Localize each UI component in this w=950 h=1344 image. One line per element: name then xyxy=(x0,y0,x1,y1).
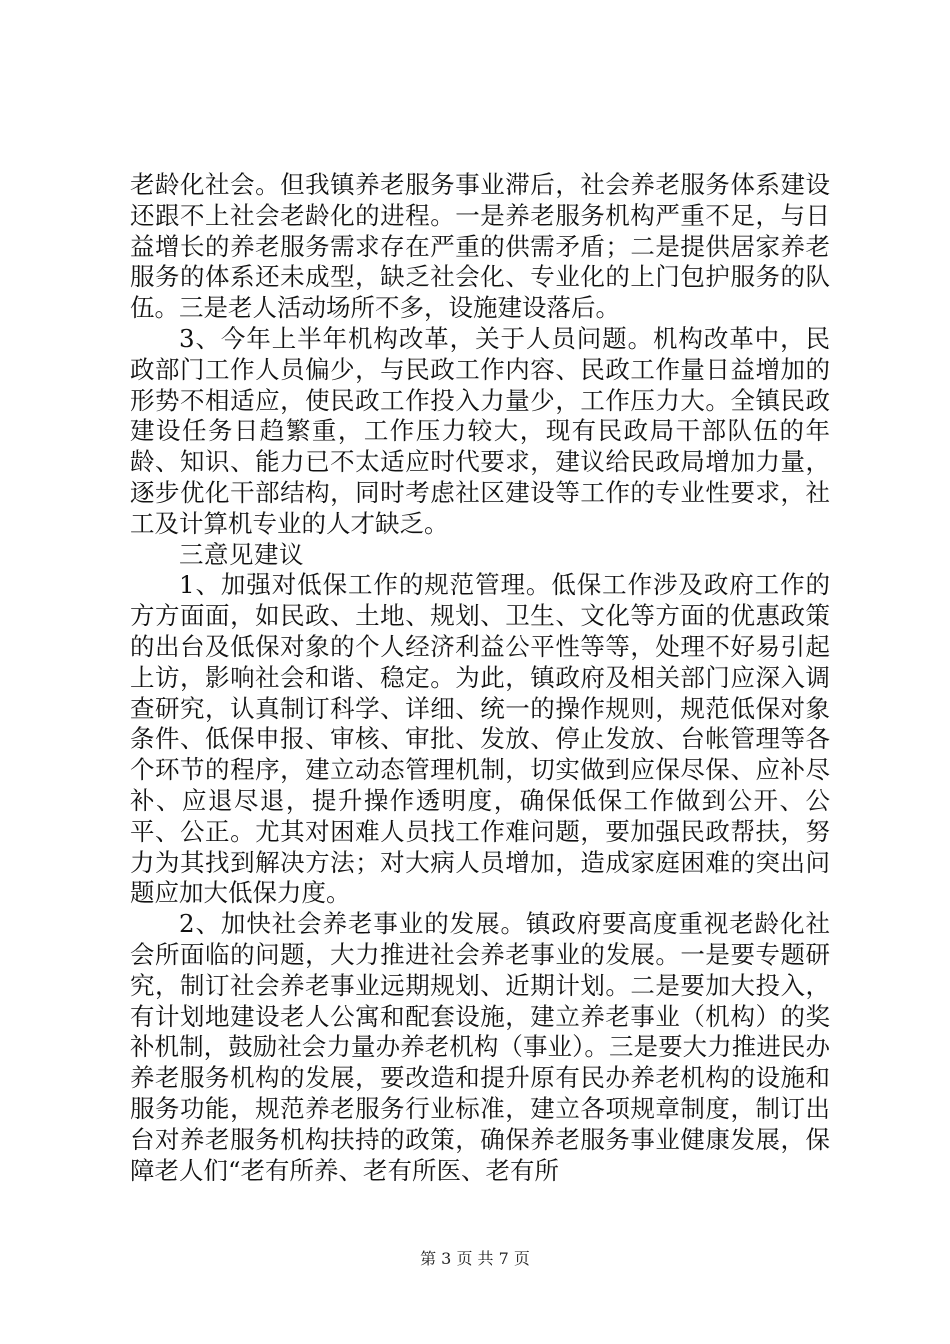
section-heading-suggestions: 三意见建议 xyxy=(179,539,304,569)
document-body xyxy=(130,170,830,1186)
paragraph-aging-society: 老龄化社会。但我镇养老服务事业滞后，社会养老服务体系建设还跟不上社会老龄化的进程。一是养老服务机构严重不足，与日益增长的养老服务需求存在严重的供需矛盾；二是提供居家养老服务的体系还未成型，缺乏社会化、专业化的上门包护服务的队伍。三是老人活动场所不多，设施建设落后。 xyxy=(130,170,830,323)
page-number-footer: 第 3 页 共 7 页 xyxy=(420,1249,530,1268)
paragraph-elderly-care-development: 2、加快社会养老事业的发展。镇政府要高度重视老龄化社会所面临的问题，大力推进社会养老事业的发展。一是要专题研究，制订社会养老事业远期规划、近期计划。二是要加大投入，有计划地建设老人公寓和配套设施，建立养老事业（机构）的奖补机制，鼓励社会力量办养老机构（事业）。三是要大力推进民办养老服务机构的发展，要改造和提升原有民办养老机构的设施和服务功能，规范养老服务行业标准，建立各项规章制度，制订出台对养老服务机构扶持的政策，确保养老服务事业健康发展，保障老人们“老有所养、老有所医、老有所 xyxy=(130,909,830,1185)
paragraph-personnel-issue: 3、今年上半年机构改革，关于人员问题。机构改革中，民政部门工作人员偏少，与民政工作内容、民政工作量日益增加的形势不相适应，使民政工作投入力量少，工作压力大。全镇民政建设任务日趋繁重，工作压力较大，现有民政局干部队伍的年龄、知识、能力已不太适应时代要求，建议给民政局增加力量，逐步优化干部结构，同时考虑社区建设等工作的专业性要求，社工及计算机专业的人才缺乏。 xyxy=(130,323,830,538)
paragraph-low-income-management: 1、加强对低保工作的规范管理。低保工作涉及政府工作的方方面面，如民政、土地、规划、卫生、文化等方面的优惠政策的出台及低保对象的个人经济利益公平性等等，处理不好易引起上访，影响社会和谐、稳定。为此，镇政府及相关部门应深入调查研究，认真制订科学、详细、统一的操作规则，规范低保对象条件、低保申报、审核、审批、发放、停止发放、台帐管理等各个环节的程序，建立动态管理机制，切实做到应保尽保、应补尽补、应退尽退，提升操作透明度，确保低保工作做到公开、公平、公正。尤其对困难人员找工作难问题，要加强民政帮扶，努力为其找到解决方法；对大病人员增加，造成家庭困难的突出问题应加大低保力度。 xyxy=(130,570,830,908)
